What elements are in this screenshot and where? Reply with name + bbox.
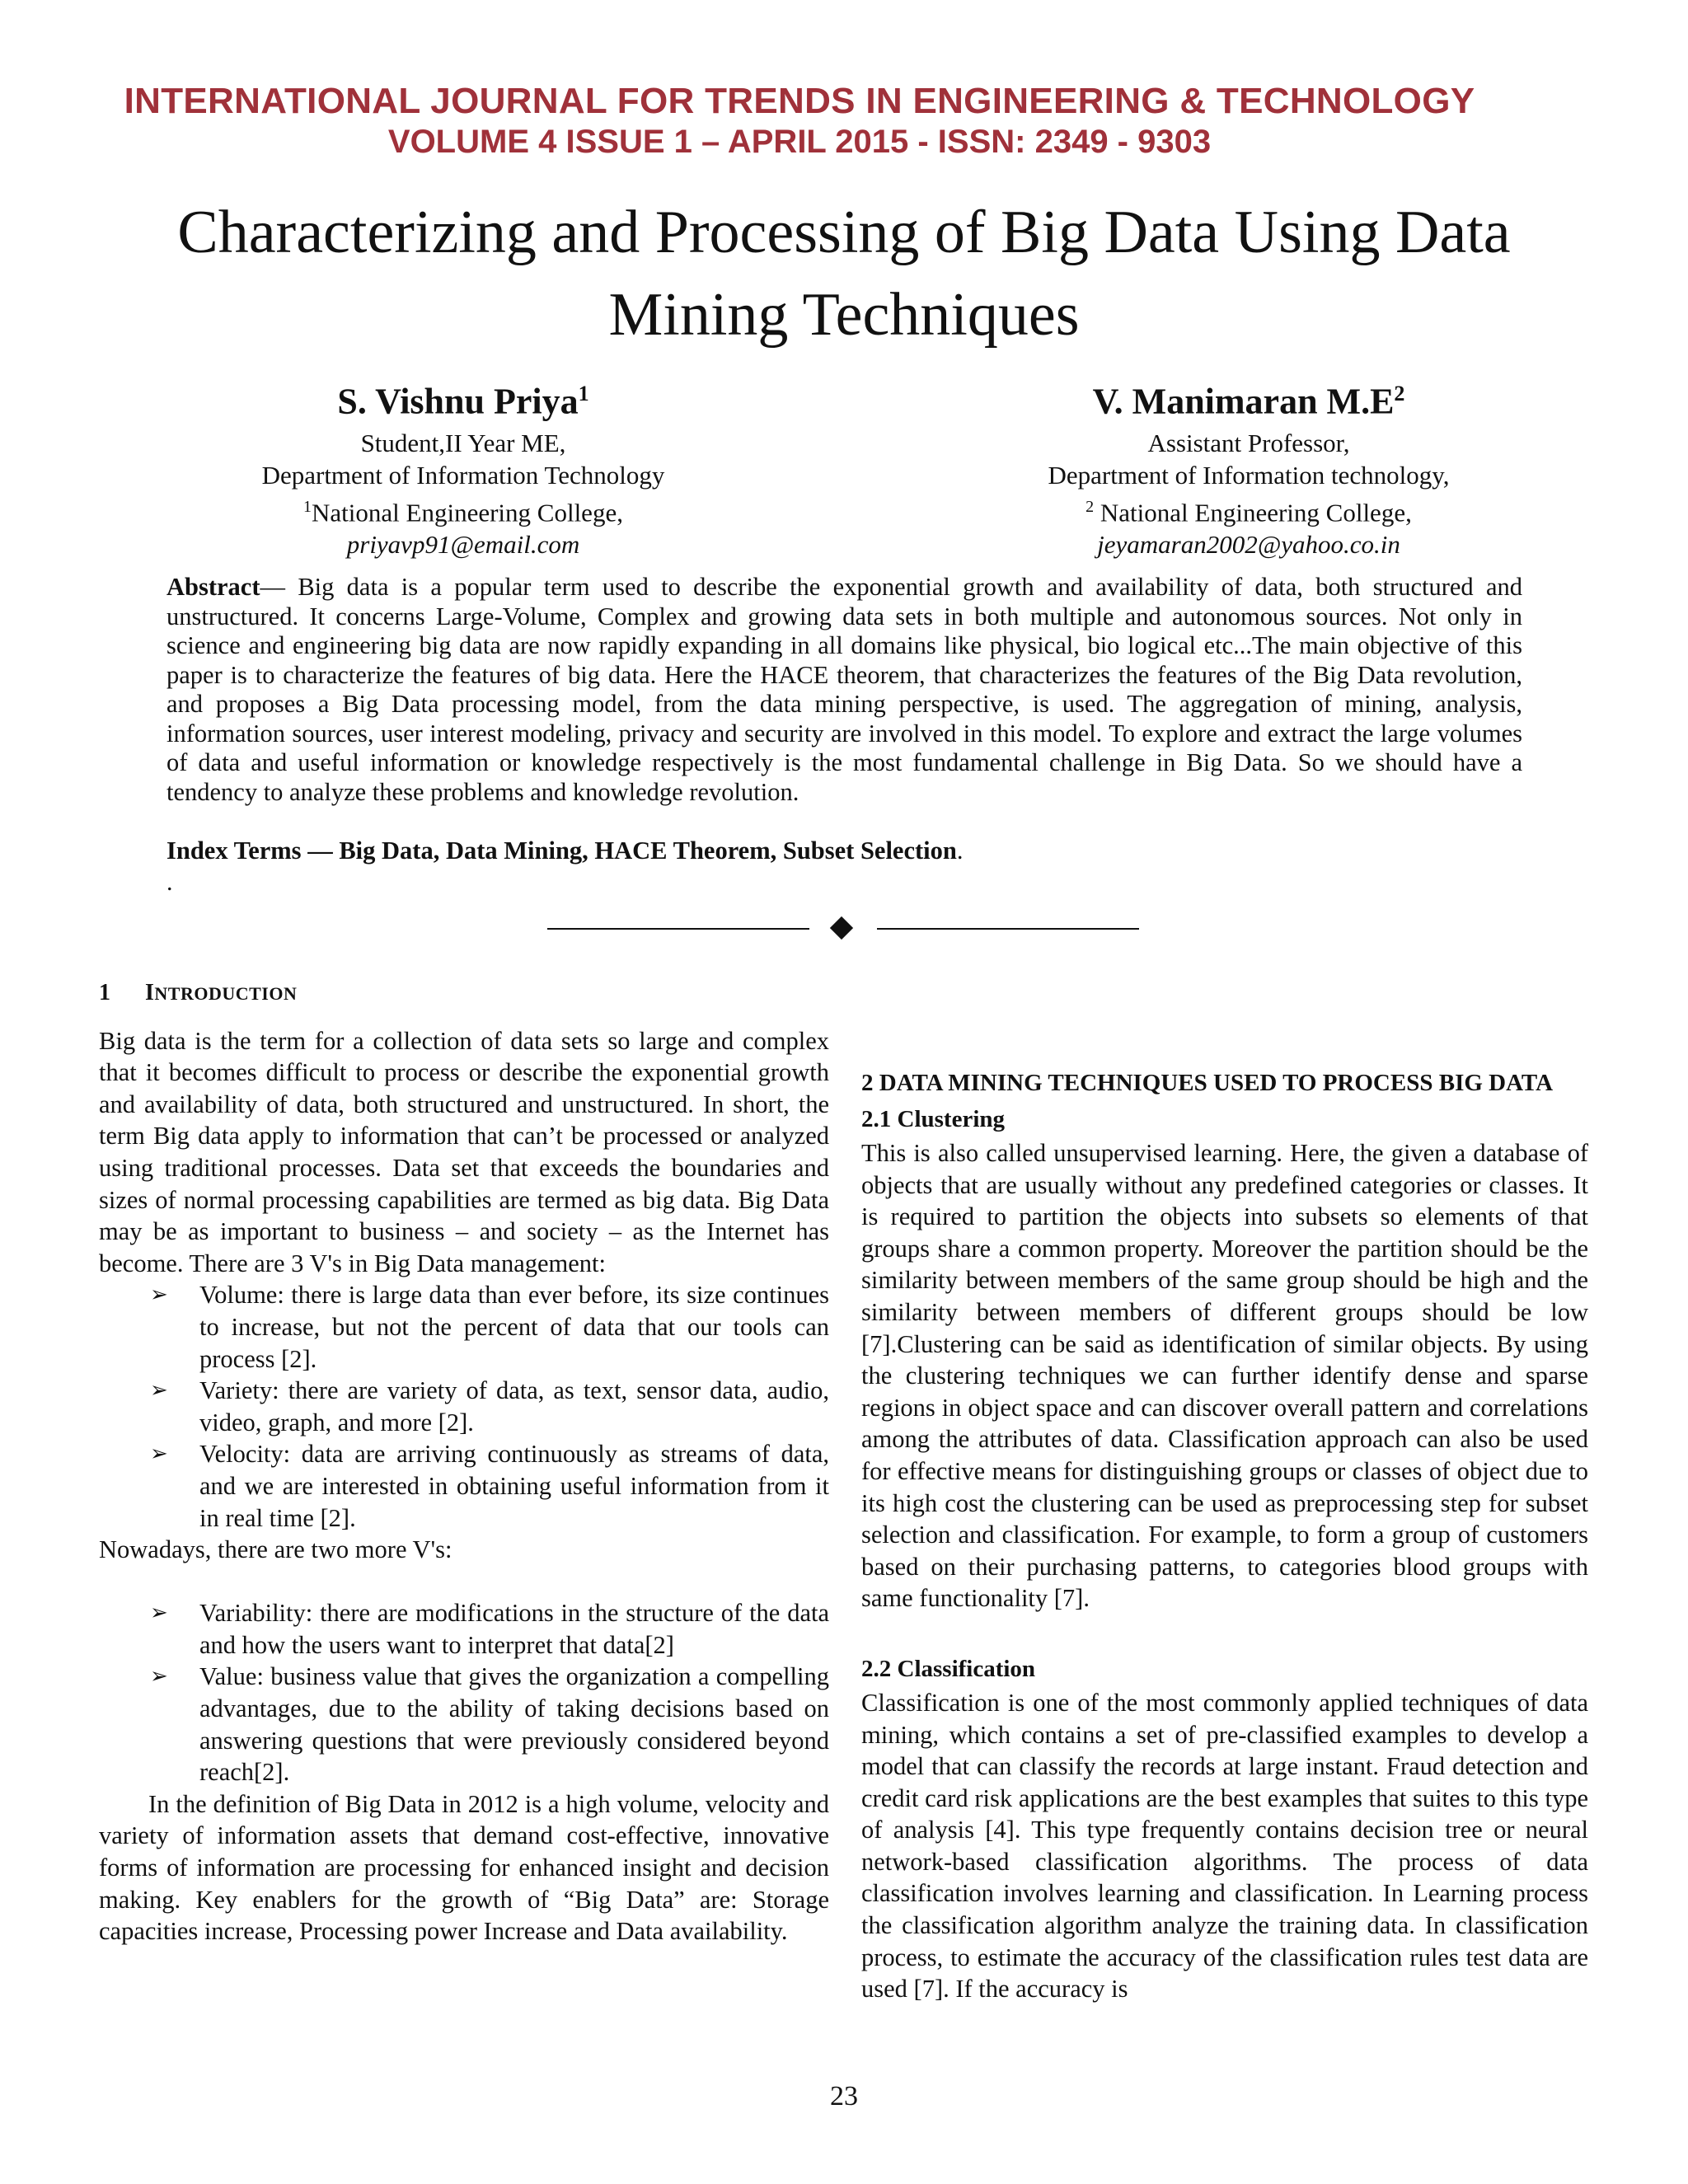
clustering-paragraph: This is also called unsupervised learning. Here, the given a database of objects that are usually without any predefined categories or classes. It is required to partition the objects into subsets so elements of that groups share a common property. Moreover the partition should be the similarity between members of the same group should be high and the similarity between members of different groups should be low [7].Clustering can be said as identification of similar objects. By using the clustering techniques we can further identify dense and sparse regions in object space and can discover overall pattern and correlations among the attributes of data. Classification approach can also be used for effective means for distinguishing groups or classes of object due to its high cost the clustering can be used as preprocessing step for subset selection and classification. For example, to form a group of customers based on their purchasing patterns, to categories blood groups with same functionality [7]. <box>861 1139 1588 1613</box>
journal-name: INTERNATIONAL JOURNAL FOR TRENDS IN ENGINEERING & TECHNOLOGY <box>124 81 1475 121</box>
author-college: $^2$ National Engineering College, <box>1085 497 1412 527</box>
left-column <box>99 977 829 1947</box>
list-item: ➢ Volume: there is large data than ever before, its size continues to increase, but not the percent of data that our tools can process [2]. <box>150 1281 829 1373</box>
author-department: Department of Information Technology <box>261 460 665 490</box>
author-block-2 <box>919 369 1578 560</box>
author-college: $^1$National Engineering College, <box>303 497 623 527</box>
subsection-heading-clustering: 2.1 Clustering <box>861 1106 1005 1132</box>
author-name: S. Vishnu Priya$^1$ <box>337 381 589 422</box>
page-number: 23 <box>830 2081 858 2111</box>
v-list-2 <box>99 1597 829 1788</box>
intro-paragraph-1: Big data is the term for a collection of data sets so large and complex that it becomes difficult to process or describe the exponential growth and availability of data, both structured and unstructured. In short, the term Big data apply to information that can’t be processed or analyzed using traditional processes. Data set that exceeds the boundaries and sizes of normal processing capabilities are termed as big data. Big Data may be as important to business – and society – as the Internet has become. There are 3 V's in Big Data management: <box>99 1026 829 1277</box>
v-list-1 <box>99 1279 829 1534</box>
abstract: Abstract— Big data is a popular term used to describe the exponential growth and availability of data, both structured and unstructured. It concerns Large-Volume, Complex and growing data sets in both multiple and autonomous sources. Not only in science and engineering big data are now rapidly expanding in all domains like physical, bio logical etc...The main objective of this paper is to characterize the features of big data. Here the HACE theorem, that characterizes the features of the Big Data revolution, and proposes a Big Data processing model, from the data mining perspective, is used. The aggregation of mining, analysis, information sources, user interest modeling, privacy and security are involved in this model. To explore and extract the large volumes of data and useful information or knowledge respectively is the most fundamental challenge in Big Data. So we should have a tendency to analyze these problems and knowledge revolution. <box>166 573 1523 806</box>
arrow-bullet-icon: ➢ <box>150 1601 168 1626</box>
section-heading-data-mining: 2 DATA MINING TECHNIQUES USED TO PROCESS BIG DATA <box>861 1070 1554 1096</box>
stray-dot: . <box>166 869 173 896</box>
arrow-bullet-icon: ➢ <box>150 1441 168 1467</box>
list-item: ➢ Variability: there are modifications in the structure of the data and how the users want to interpret that data[2] <box>150 1599 829 1659</box>
author-email: priyavp91@email.com <box>346 529 580 559</box>
diamond-separator-icon <box>830 916 853 940</box>
author-name: V. Manimaran $M.E^2$ <box>1092 381 1405 422</box>
intro-paragraph-2: Nowadays, there are two more V's: <box>99 1535 452 1564</box>
separator-line-right <box>877 928 1139 930</box>
list-item: ➢ Value: business value that gives the organization a compelling advantages, due to the ability of taking decisions based on answering questions that were previously considered beyond reach[2]. <box>150 1662 829 1787</box>
abstract-text: Big data is a popular term used to describe the exponential growth and availability of data, both structured and unstructured. It concerns Large-Volume, Complex and growing data sets in both multiple and autonomous sources. Not only in science and engineering big data are now rapidly expanding in all domains like physical, bio logical etc...The main objective of this paper is to characterize the features of big data. Here the HACE theorem, that characterizes the features of the Big Data revolution, and proposes a Big Data processing model, from the data mining perspective, is used. The aggregation of mining, analysis, information sources, user interest modeling, privacy and security are involved in this model. To explore and extract the large volumes of data and useful information or knowledge respectively is the most fundamental challenge in Big Data. So we should have a tendency to analyze these problems and knowledge revolution. <box>166 573 1523 806</box>
author-role: Student,II Year ME, <box>360 428 566 457</box>
section-heading-introduction: 1 INTRODUCTION <box>99 980 298 1005</box>
arrow-bullet-icon: ➢ <box>150 1282 168 1308</box>
classification-paragraph: Classification is one of the most commonly applied techniques of data mining, which contains a set of pre-classified examples to develop a model that can classify the records at large instant. Fraud detection and credit card risk applications are the best examples that suites to this type of analysis [4]. This type frequently contains decision tree or neural network-based classification algorithms. The process of data classification involves learning and classification. In Learning process the classification algorithm analyze the training data. In classification process, to estimate the accuracy of the classification rules test data are used [7]. If the accuracy is <box>861 1688 1588 2004</box>
author-email: jeyamaran2002@yahoo.co.in <box>1097 529 1400 559</box>
right-column <box>861 1065 1588 2005</box>
index-terms-label: Index Terms <box>166 837 302 865</box>
author-role: Assistant Professor, <box>1147 428 1350 457</box>
index-terms: Index Terms — Big Data, Data Mining, HACE Theorem, Subset Selection. <box>166 837 964 865</box>
journal-volume: VOLUME 4 ISSUE 1 – APRIL 2015 - ISSN: 2349 - 9303 <box>387 124 1212 160</box>
separator-line-left <box>547 928 809 930</box>
author-department: Department of Information technology, <box>1048 460 1450 490</box>
abstract-label: Abstract <box>166 573 260 601</box>
author-block-1 <box>134 369 793 560</box>
list-item: ➢ Variety: there are variety of data, as text, sensor data, audio, video, graph, and more [2]. <box>150 1376 829 1436</box>
subsection-heading-classification: 2.2 Classification <box>861 1655 1036 1682</box>
intro-paragraph-3: In the definition of Big Data in 2012 is a high volume, velocity and variety of information assets that demand cost-effective, innovative forms of information are processing for enhanced insight and decision making. Key enablers for the growth of “Big Data” are: Storage capacities increase, Processing power Increase and Data availability. <box>99 1789 829 1946</box>
arrow-bullet-icon: ➢ <box>150 1378 168 1404</box>
arrow-bullet-icon: ➢ <box>150 1664 168 1690</box>
index-terms-text: — Big Data, Data Mining, HACE Theorem, Subset Selection <box>301 837 957 865</box>
list-item: ➢ Velocity: data are arriving continuously as streams of data, and we are interested in obtaining useful information from it in real time [2]. <box>150 1440 829 1532</box>
paper-title: Characterizing and Processing of Big Data Using Data Mining Techniques <box>177 199 1511 349</box>
